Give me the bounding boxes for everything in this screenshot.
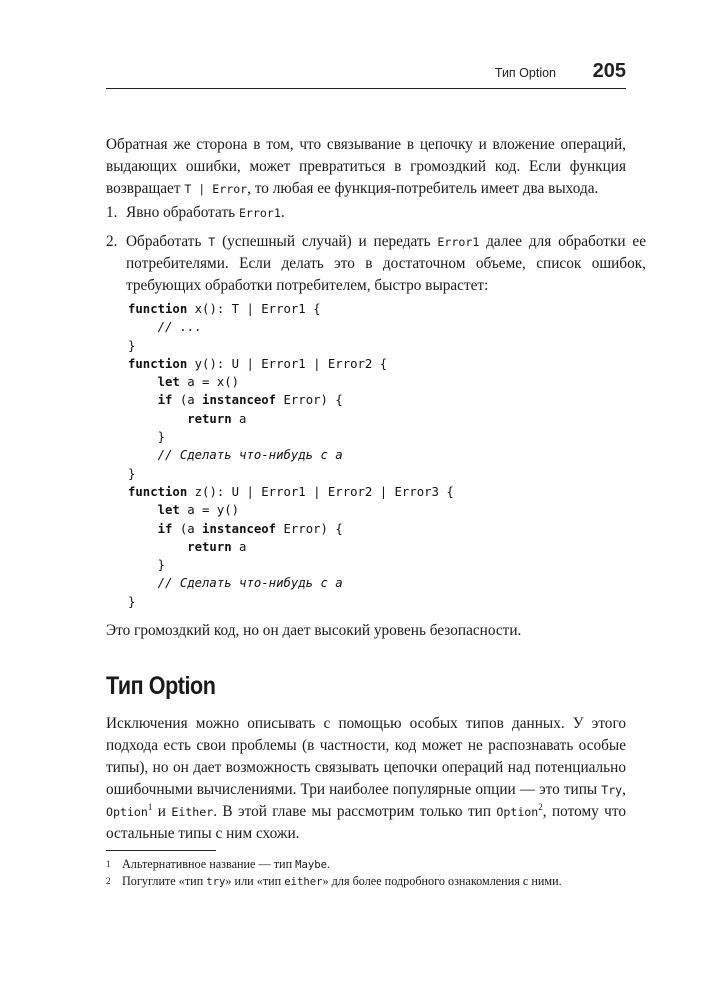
list-number: 1. (106, 204, 118, 221)
text: , (622, 781, 626, 798)
code-block (128, 300, 608, 611)
code-line: } (128, 558, 166, 573)
code-comment: // ... (128, 320, 203, 335)
code-line (128, 412, 246, 426)
code-text: a (231, 411, 247, 426)
paragraph-summary: Это громоздкий код, но он дает высокий уровень безопасности. (106, 622, 522, 639)
code-line (128, 302, 321, 316)
code-line (128, 485, 454, 499)
list-number: 2. (106, 233, 118, 250)
keyword: instanceof (202, 521, 277, 536)
text: Альтернативное название — тип (122, 857, 296, 871)
inline-code: Option (106, 805, 148, 819)
text: . (280, 204, 285, 221)
code-line (128, 540, 246, 554)
inline-code: Try (601, 783, 623, 797)
code-line: } (128, 338, 136, 353)
code-text: a (231, 539, 247, 554)
code-text: y(): U | Error1 | Error2 { (187, 356, 388, 371)
code-text: Error) { (276, 393, 343, 408)
text: . (327, 857, 331, 871)
paragraph-intro (106, 134, 626, 200)
code-comment: // Сделать что-нибудь с a (128, 448, 343, 463)
text: Погуглите «тип (122, 874, 207, 888)
code-line: } (128, 594, 136, 609)
keyword: let (128, 375, 180, 390)
text: . В этой главе мы рассмотрим только тип (213, 803, 497, 820)
code-text: a = x() (179, 375, 240, 390)
running-title: Тип Option (494, 66, 556, 80)
footnote-divider (106, 850, 216, 851)
inline-code: Error1 (437, 235, 480, 249)
text: и (152, 803, 172, 820)
inline-code: either (284, 876, 323, 888)
page-number: 205 (592, 60, 626, 82)
text: Обработать (126, 233, 209, 250)
footnote-ref: 2 (538, 801, 543, 812)
list-item-2 (106, 231, 646, 297)
code-line (128, 503, 239, 517)
paragraph-option (106, 713, 626, 845)
inline-code: Option (496, 805, 539, 819)
code-line (128, 393, 343, 407)
code-text: x(): T | Error1 { (187, 302, 321, 316)
code-line (128, 375, 239, 389)
inline-code: Either (171, 805, 214, 819)
code-line: } (128, 466, 136, 481)
inline-code: T (208, 235, 216, 249)
keyword: instanceof (202, 393, 277, 408)
list-item-1 (106, 202, 646, 224)
code-text: (a (172, 521, 203, 536)
text: (успешный случай) и передать (215, 233, 438, 250)
text: Обратная же сторона в том, что связывание в цепочку и вложение операций, выдающих ошибки, может превратиться в громоздкий код. Если функция возвращает (106, 136, 626, 197)
keyword: return (128, 411, 232, 426)
code-text: z(): U | Error1 | Error2 | Error3 { (187, 484, 454, 499)
text: , потому что остальные типы с ним схожи. (106, 803, 626, 842)
footnote-number: 1 (106, 859, 111, 869)
text: , то любая ее функция-потребитель имеет два выхода. (247, 180, 599, 197)
section-heading: Тип Option (106, 672, 216, 700)
keyword: if (128, 521, 173, 536)
footnote-1 (106, 856, 636, 873)
inline-code: try (206, 876, 226, 888)
inline-code: Maybe (295, 859, 328, 871)
inline-code: Error1 (238, 206, 281, 220)
code-line: } (128, 430, 166, 445)
code-text: (a (172, 393, 203, 408)
code-comment: // Сделать что-нибудь с a (128, 576, 343, 591)
footnote-ref: 1 (147, 801, 153, 812)
keyword: let (128, 503, 180, 518)
keyword: function (128, 302, 188, 316)
keyword: return (128, 539, 232, 554)
footnote-2 (106, 873, 636, 890)
text: далее для обработки ее потребителями. Если делать это в достаточном объеме, список ошибок, требующих обработки потребителем, быстро вырастет: (126, 233, 646, 294)
text: Явно обработать (126, 204, 239, 221)
text: » или «тип (225, 874, 285, 888)
inline-code: T | Error (184, 182, 248, 196)
keyword: if (128, 393, 173, 408)
code-text: Error) { (276, 521, 343, 536)
footnote-number: 2 (106, 876, 111, 886)
code-line (128, 357, 387, 371)
keyword: function (128, 484, 188, 499)
code-text: a = y() (179, 503, 240, 518)
keyword: function (128, 356, 188, 371)
text: Исключения можно описывать с помощью особых типов данных. У этого подхода есть свои проблемы (в частности, код может не распознавать особые типы), но он дает возможность связывать цепочки операций над потенциально ошибочными вычислениями. Три наиболее популярные опции — это типы (106, 715, 626, 798)
code-line (128, 522, 343, 536)
text: » для более подробного ознакомления с ними. (322, 874, 562, 888)
page-header (106, 60, 626, 89)
